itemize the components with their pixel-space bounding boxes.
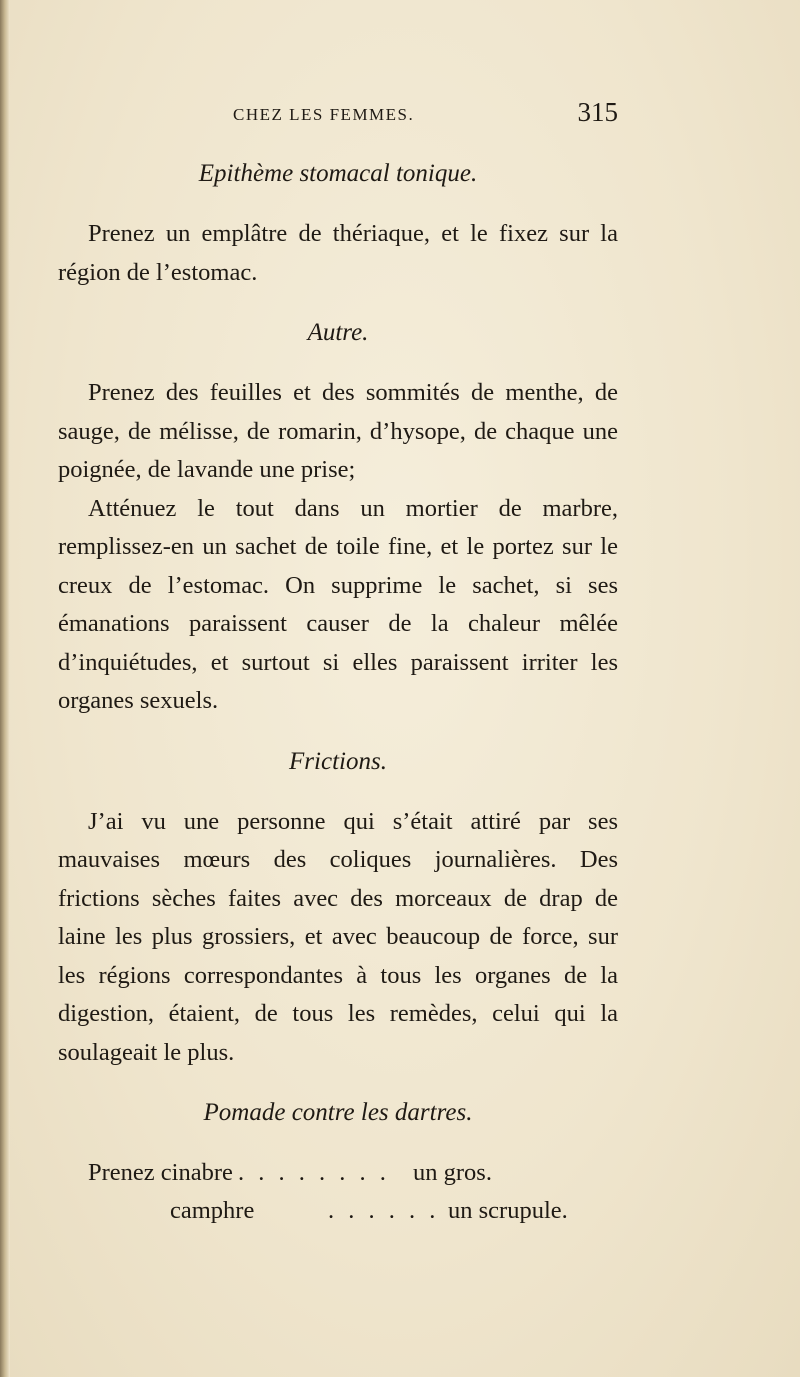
recipe-ingredient: camphre [170, 1197, 255, 1224]
recipe-quantity: un gros. [413, 1159, 492, 1186]
recipe-leader-dots: . . . . . . . . [238, 1159, 390, 1186]
paragraph-theriaque: Prenez un emplâtre de thériaque, et le fixez sur la région de l’estomac. [58, 220, 618, 286]
section-heading-frictions: Frictions. [289, 747, 387, 775]
section-heading-pomade: Pomade contre les dartres. [203, 1099, 473, 1126]
paragraph-mortier: Atténuez le tout dans un mortier de marbre, remplissez-en un sachet de toile fine, et le portez sur le creux de l’estomac. On supprime le sachet, si ses émanations paraissent causer de la chaleur mêlée d’inquiétudes, et surtout si elles paraissent irriter les organes sexuels. [58, 494, 618, 714]
recipe-row [58, 1154, 618, 1192]
running-title: CHEZ LES FEMMES. [233, 105, 415, 124]
section-heading-epitheme: Epithème stomacal tonique. [198, 160, 478, 187]
paragraph-coliques: J’ai vu une personne qui s’était attiré par ses mauvaises mœurs des coliques journalières. Des frictions sèches faites avec des morceaux de drap de laine les plus grossiers, et avec beaucoup de force, sur les régions correspondantes à tous les organes de la digestion, étaient, de tous les remèdes, celui qui la soulageait le plus. [58, 807, 618, 1066]
text-block [58, 155, 618, 1230]
recipe-row [58, 1192, 618, 1230]
recipe-leader-dots: . . . . . . [328, 1197, 440, 1224]
page-binding-edge [0, 0, 10, 1377]
paragraph-menthe: Prenez des feuilles et des sommités de menthe, de sauge, de mélisse, de romarin, d’hysope, de chaque une poignée, de lavande une prise; [58, 379, 618, 483]
page-number: 315 [577, 97, 618, 127]
recipe-ingredient: Prenez cinabre [88, 1159, 233, 1186]
recipe-quantity: un scrupule. [448, 1197, 568, 1224]
recipe-list [58, 1154, 618, 1230]
section-heading-autre: Autre. [307, 319, 369, 346]
running-head [58, 97, 618, 131]
